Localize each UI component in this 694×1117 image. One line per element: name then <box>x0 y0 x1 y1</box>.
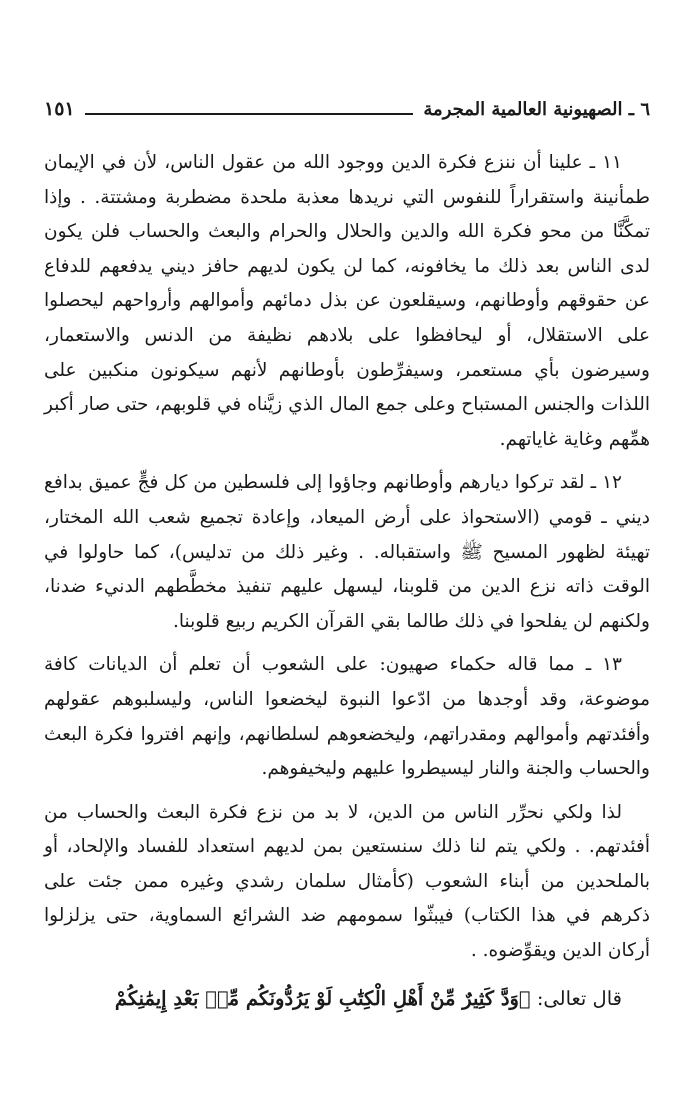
book-page <box>44 84 650 1097</box>
quran-quote <box>44 981 650 1017</box>
header-rule <box>85 113 414 115</box>
running-header <box>44 84 650 120</box>
paragraph-conclusion: لذا ولكي نحرِّر الناس من الدين، لا بد من نزع فكرة البعث والحساب من أفئدتهم. . ولكي يتم لنا ذلك سنستعين بمن لديهم استعداد للفساد والإلحاد، أو بالملحدين من أبناء الشعوب (كأمثال سلمان رشدي وغيره ممن جئت على ذكرهم في هذا الكتاب) فيبثّوا سمومهم ضد الشرائع السماوية، حتى يزلزلوا أركان الدين ويقوِّضوه. . <box>44 801 650 962</box>
paragraph-12: ١٢ ـ لقد تركوا ديارهم وأوطانهم وجاؤوا إلى فلسطين من كل فجٍّ عميق بدافع ديني ـ قومي (الاستحواذ على أرض الميعاد، وإعادة تجميع شعب الله المختار، تهيئة لظهور المسيح ﷺ واستقباله. . وغير ذلك من تدليس)، كما حاولوا في الوقت ذاته نزع الدين من قلوبنا، ليسهل عليهم تنفيذ مخطَّطهم الدنيء ضدنا، ولكنهم لن يفلحوا في ذلك طالما بقي القرآن الكريم ربيع قلوبنا. <box>44 472 650 632</box>
page-number: ١٥١ <box>44 98 75 120</box>
quran-ayah: ﴿وَدَّ كَثِيرٌ مِّنْ أَهْلِ الْكِتَٰبِ لَوْ يَرُدُّونَكُم مِّنۢ بَعْدِ إِيمَٰنِكُمْ <box>114 986 531 1010</box>
quran-intro: قال تعالى: <box>530 986 622 1010</box>
paragraph-13: ١٣ ـ مما قاله حكماء صهيون: على الشعوب أن تعلم أن الديانات كافة موضوعة، وقد أوجدها من ادّعوا النبوة ليخضعوا الناس، وليسلبوهم عقولهم وأفئدتهم وأموالهم ومقدراتهم، وليخضعوهم لسلطانهم، وإنهم افتروا فكرة البعث والحساب والجنة والنار ليسيطروا عليهم وليخيفوهم. <box>44 654 650 780</box>
paragraph-11: ١١ ـ علينا أن ننزع فكرة الدين ووجود الله من عقول الناس، لأن في الإيمان طمأنينة واستقراراً للنفوس التي نريدها معذبة ملحدة مضطربة ومشتتة. . وإذا تمكَّنَّا من محو فكرة الله والدين والحلال والحرام والبعث والحساب فلن يكون لدى الناس بعد ذلك ما يخافونه، كما لن يكون لديهم حافز ديني يدفعهم للدفاع عن حقوقهم وأوطانهم، وسيقلعون عن بذل دمائهم وأموالهم وأرواحهم ليحصلوا على الاستقلال، أو ليحافظوا على بلادهم نظيفة من الدنس والاستعمار، وسيرضون بأي مستعمر، وسيفرِّطون بأوطانهم لأنهم سيكونون منكبين على اللذات والجنس المستباح وعلى جمع المال الذي زيَّناه في قلوبهم، حتى صار أكبر همِّهم وغاية غاياتهم. <box>44 152 650 450</box>
page-body <box>44 146 650 1017</box>
chapter-title: ٦ ـ الصهيونية العالمية المجرمة <box>423 99 650 120</box>
